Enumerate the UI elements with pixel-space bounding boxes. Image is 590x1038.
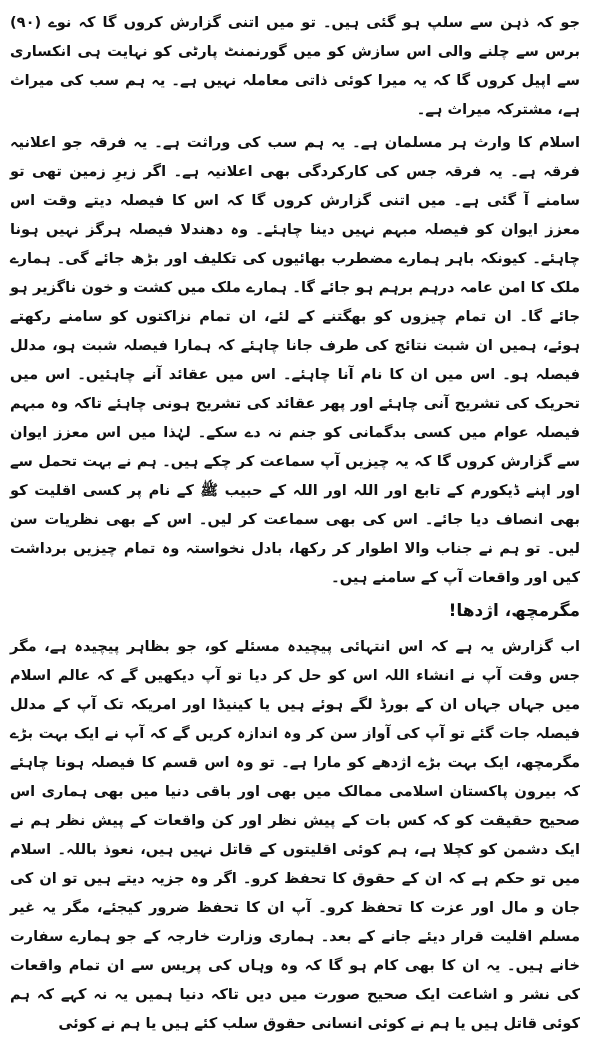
- paragraph-3: اب گزارش یہ ہے کہ اس انتہائی پیچیدہ مسئلے کو، جو بظاہر پیچیدہ ہے، مگر جس وقت آپ نے انشاء اللہ اس کو حل کر دیا تو آپ دیکھیں گے کہ عالم اسلام میں جہاں جہاں ان کے بورڈ لگے ہوئے ہیں یا کینیڈا اور امریکہ تک آپ کے مدلل فیصلہ جات گئے تو آپ کی آواز سن کر وہ اندازہ کریں گے کہ آپ نے ایک بہت بڑے مگرمچھ، ایک بہت بڑے اژدھے کو مارا ہے۔ تو وہ اس قسم کا فیصلہ ہونا چاہئے کہ بیرون پاکستان اسلامی ممالک میں بھی اور باقی دنیا میں بھی ہماری اس صحیح حقیقت کو کہ کس بات کے پیش نظر اور کن واقعات کے پیش نظر ہم نے ایک دشمن کو کچلا ہے، ہم کوئی اقلیتوں کے قاتل نہیں ہیں، نعوذ باللہ۔ اسلام میں تو حکم ہے کہ ان کے حقوق کا تحفظ کرو۔ اگر وہ جزیہ دیتے ہیں تو ان کی جان و مال اور عزت کا تحفظ کرو۔ آپ ان کا تحفظ ضرور کیجئے، مگر یہ غیر مسلم اقلیت قرار دیئے جانے کے بعد۔ ہماری وزارت خارجہ کے جو ہمارے سفارت خانے ہیں۔ یہ ان کا بھی کام ہو گا کہ وہ وہاں کی پریس سے ان تمام واقعات کی نشر و اشاعت ایک صحیح صورت میں دیں تاکہ دنیا ہمیں یہ نہ کہے کہ ہم کوئی قاتل ہیں یا ہم نے کوئی انسانی حقوق سلب کئے ہیں یا ہم نے کوئی: [10, 638, 580, 1032]
- paragraph-2: اسلام کا وارث ہر مسلمان ہے۔ یہ ہم سب کی وراثت ہے۔ یہ فرقہ جو اعلانیہ فرقہ ہے۔ یہ فرقہ جس کی کارکردگی بھی اعلانیہ ہے۔ اگر زیرِ زمین تھی تو سامنے آ گئی ہے۔ میں اتنی گزارش کروں گا کہ اس کا فیصلہ دیتے وقت اس معزز ایوان کو فیصلہ مبہم نہیں دینا چاہئے۔ وہ دھندلا فیصلہ ہرگز نہیں ہونا چاہئے۔ کیونکہ باہر ہمارے مضطرب بھائیوں کی تکلیف اور بڑھ جائے گی۔ ہمارے ملک کا امن عامہ درہم برہم ہو جائے گا۔ ہمارے ملک میں کشت و خون ناگزیر ہو جائے گا۔ ان تمام چیزوں کو بھگتنے کے لئے، ان تمام نزاکتوں کو سامنے رکھتے ہوئے، ہمیں ان شبت نتائج کی طرف جانا چاہئے کہ ہمارا فیصلہ شبت ہو، مدلل فیصلہ ہو۔ اس میں ان کا نام آنا چاہئے۔ اس میں عقائد آنے چاہئیں۔ اس میں تحریک کی تشریح آنی چاہئے اور پھر عقائد کی تشریح ہونی چاہئے تاکہ وہ مبہم فیصلہ عوام میں کسی بدگمانی کو جنم نہ دے سکے۔ لہٰذا میں اس معزز ایوان سے گزارش کروں گا کہ یہ چیزیں آپ سماعت کر چکے ہیں۔ ہم نے بہت تحمل سے اور اپنے ڈیکورم کے تابع اور اللہ اور اللہ کے حبیب ﷺ کے نام پر کسی اقلیت کو بھی انصاف دیا جائے۔ اس کی بھی سماعت کر لیں۔ اس کے بھی نظریات سن لیں۔ تو ہم نے جناب والا اطوار کر رکھا، بادل نخواستہ وہ تمام چیزیں برداشت کیں اور واقعات آپ کے سامنے ہیں۔: [10, 134, 580, 586]
- paragraph-1: جو کہ ذہن سے سلپ ہو گئی ہیں۔ تو میں اتنی گزارش کروں گا کہ نوے (۹۰) برس سے چلنے والی اس سازش کو میں گورنمنٹ پارٹی کو نہایت ہی انکساری سے اپیل کروں گا کہ یہ میرا کوئی ذاتی معاملہ نہیں ہے۔ یہ ہم سب کی میراث ہے، مشترکہ میراث ہے۔: [10, 14, 580, 118]
- section-heading: مگرمچھ، اژدھا!: [448, 601, 580, 621]
